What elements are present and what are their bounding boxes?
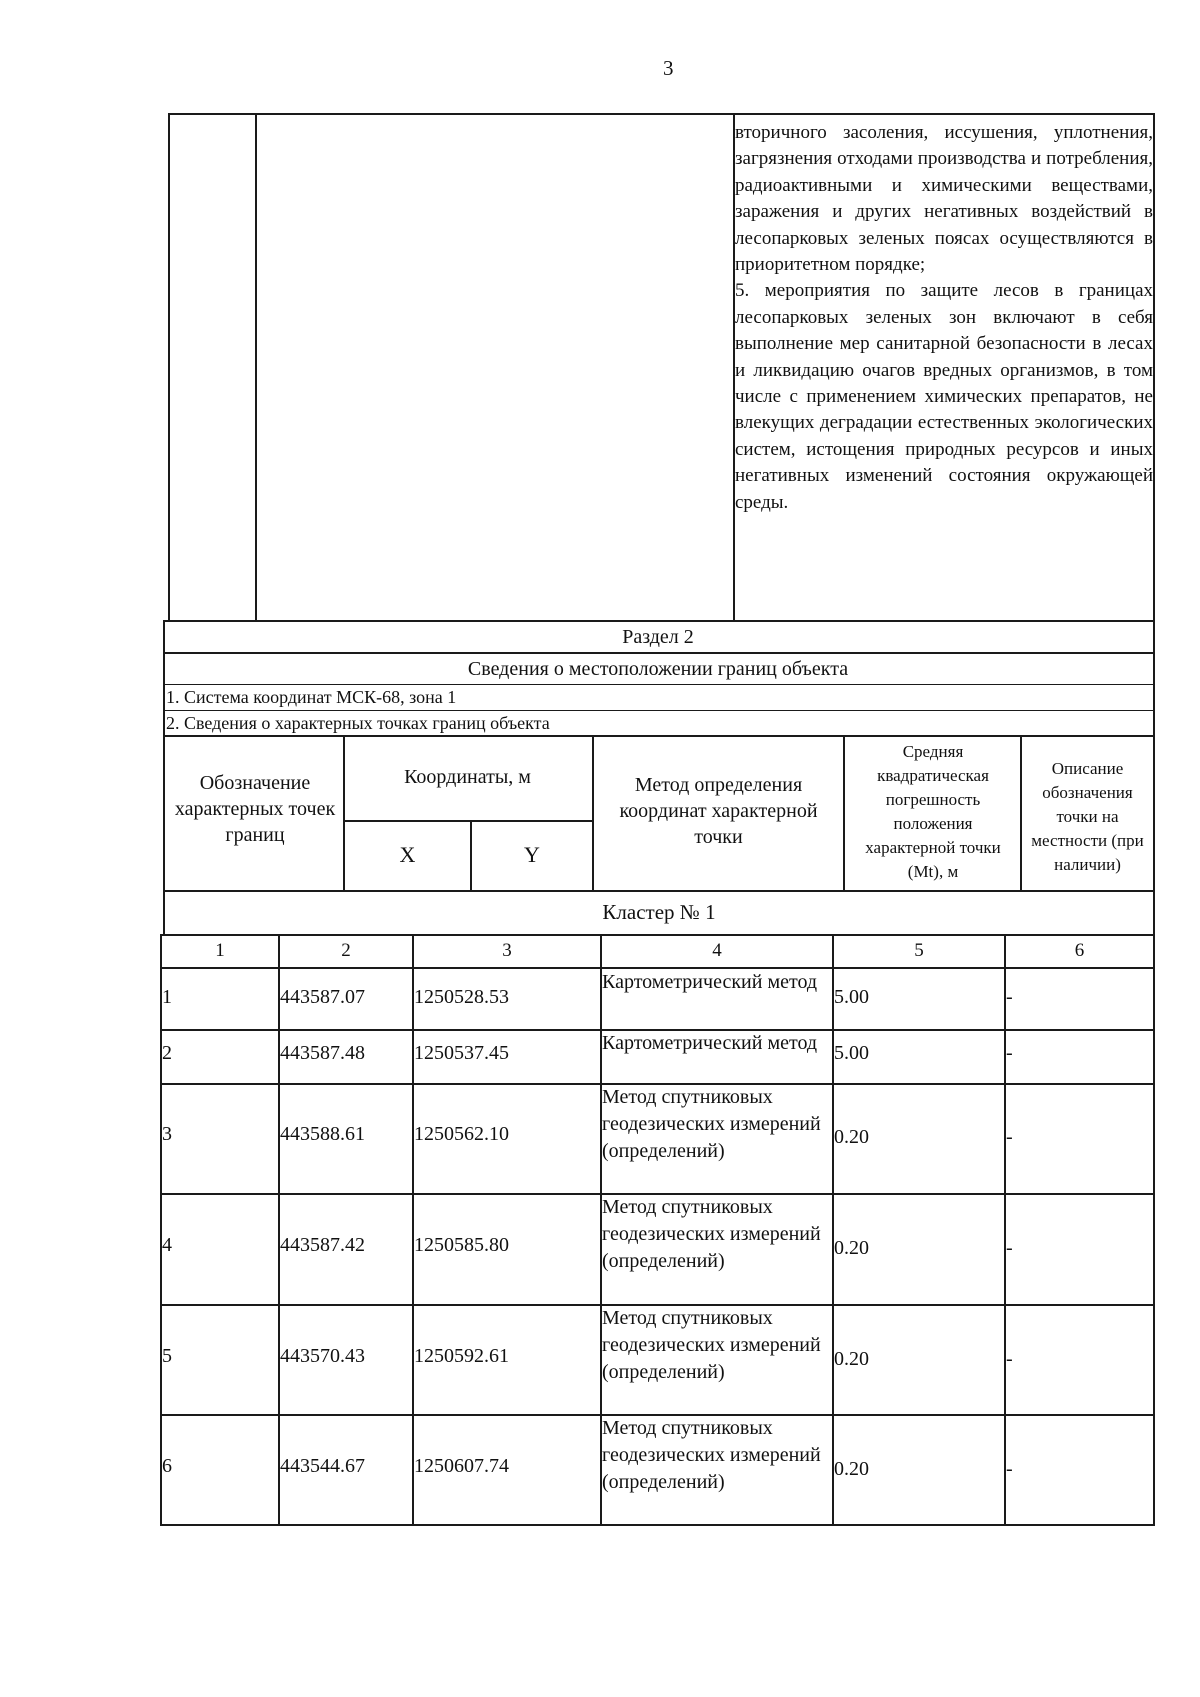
description: - [1006, 1042, 1013, 1064]
method: Метод спутниковых геодезических измерений (определений) [602, 1196, 821, 1272]
section-subtitle: Сведения о местоположении границ объекта [467, 658, 849, 680]
column-number: 5 [914, 940, 924, 961]
divider [343, 820, 593, 822]
x-coordinate: 443588.61 [280, 1123, 365, 1145]
description: - [1006, 1348, 1013, 1370]
accuracy-value: 0.20 [834, 1348, 869, 1370]
divider [1153, 712, 1155, 934]
divider [832, 934, 834, 1526]
points-title: 2. Сведения о характерных точках границ объекта [166, 713, 550, 733]
y-coordinate: 1250607.74 [414, 1455, 509, 1477]
method: Метод спутниковых геодезических измерений (определений) [602, 1086, 821, 1162]
divider [412, 934, 414, 1526]
method: Метод спутниковых геодезических измерений (определений) [602, 1307, 821, 1383]
divider [255, 113, 257, 620]
description: - [1006, 1237, 1013, 1259]
point-number: 3 [162, 1123, 172, 1145]
section-title: Раздел 2 [622, 626, 694, 648]
continuation-paragraph: вторичного засоления, иссушения, уплотнения, загрязнения отходами производства и потребления, радиоактивными и химическими веществами, заражения и других негативных воздействий в лесопарковых зеленых поясах осуществляются в приоритетном порядке; [735, 122, 1153, 276]
point-number: 6 [162, 1455, 172, 1477]
cluster-title: Кластер № 1 [602, 900, 716, 924]
divider [168, 113, 1153, 115]
divider [163, 890, 1153, 892]
divider [843, 735, 845, 890]
point-number: 4 [162, 1234, 172, 1256]
accuracy-value: 0.20 [834, 1237, 869, 1259]
description: - [1006, 1126, 1013, 1148]
point-number: 2 [162, 1042, 172, 1064]
header-y: Y [524, 842, 540, 867]
x-coordinate: 443570.43 [280, 1345, 365, 1367]
description: - [1006, 1458, 1013, 1480]
accuracy-value: 5.00 [834, 1042, 869, 1064]
header-point-label: Обозначение характерных точек границ [174, 772, 336, 846]
divider [1004, 934, 1006, 1526]
divider [1153, 934, 1155, 1526]
accuracy-value: 0.20 [834, 1126, 869, 1148]
coordinate-system: 1. Система координат МСК-68, зона 1 [166, 687, 457, 707]
y-coordinate: 1250528.53 [414, 986, 509, 1008]
item-5-paragraph: 5. мероприятия по защите лесов в границах лесопарковых зеленых зон включают в себя выполнение мер санитарной безопасности в лесах и ликвидацию очагов вредных организмов, в том числе с применением химических препаратов, не влекущих деградации естественных экологических систем, истощения природных ресурсов и иных негативных изменений состояния окружающей среды. [735, 280, 1153, 513]
method: Картометрический метод [602, 1032, 818, 1054]
accuracy-value: 5.00 [834, 986, 869, 1008]
y-coordinate: 1250585.80 [414, 1234, 509, 1256]
y-coordinate: 1250562.10 [414, 1123, 509, 1145]
method: Картометрический метод [602, 971, 818, 993]
x-coordinate: 443587.07 [280, 986, 365, 1008]
header-coordinates: Координаты, м [404, 766, 531, 788]
y-coordinate: 1250592.61 [414, 1345, 509, 1367]
header-x: X [399, 842, 416, 867]
point-number: 1 [162, 986, 172, 1008]
accuracy-value: 0.20 [834, 1458, 869, 1480]
method: Метод спутниковых геодезических измерений (определений) [602, 1417, 821, 1493]
header-description: Описание обозначения точки на местности (при наличии) [1031, 759, 1144, 874]
divider [278, 934, 280, 1526]
divider [160, 934, 162, 1526]
column-number: 1 [215, 940, 225, 961]
column-number: 2 [341, 940, 351, 961]
header-method: Метод определения координат характерной точки [619, 774, 818, 848]
column-number: 6 [1074, 940, 1085, 961]
x-coordinate: 443587.48 [280, 1042, 365, 1064]
divider [1153, 113, 1155, 620]
header-accuracy: Средняя квадратическая погрешность положения характерной точки (Mt), м [865, 742, 1001, 881]
divider [163, 735, 1153, 737]
column-number: 4 [712, 940, 722, 961]
point-number: 5 [162, 1345, 172, 1367]
y-coordinate: 1250537.45 [414, 1042, 509, 1064]
column-number: 3 [502, 940, 512, 961]
description: - [1006, 986, 1013, 1008]
x-coordinate: 443587.42 [280, 1234, 365, 1256]
x-coordinate: 443544.67 [280, 1455, 365, 1477]
divider [1153, 620, 1155, 712]
divider [168, 113, 170, 620]
page-number: 3 [663, 56, 674, 80]
continuation-text [735, 120, 1153, 516]
